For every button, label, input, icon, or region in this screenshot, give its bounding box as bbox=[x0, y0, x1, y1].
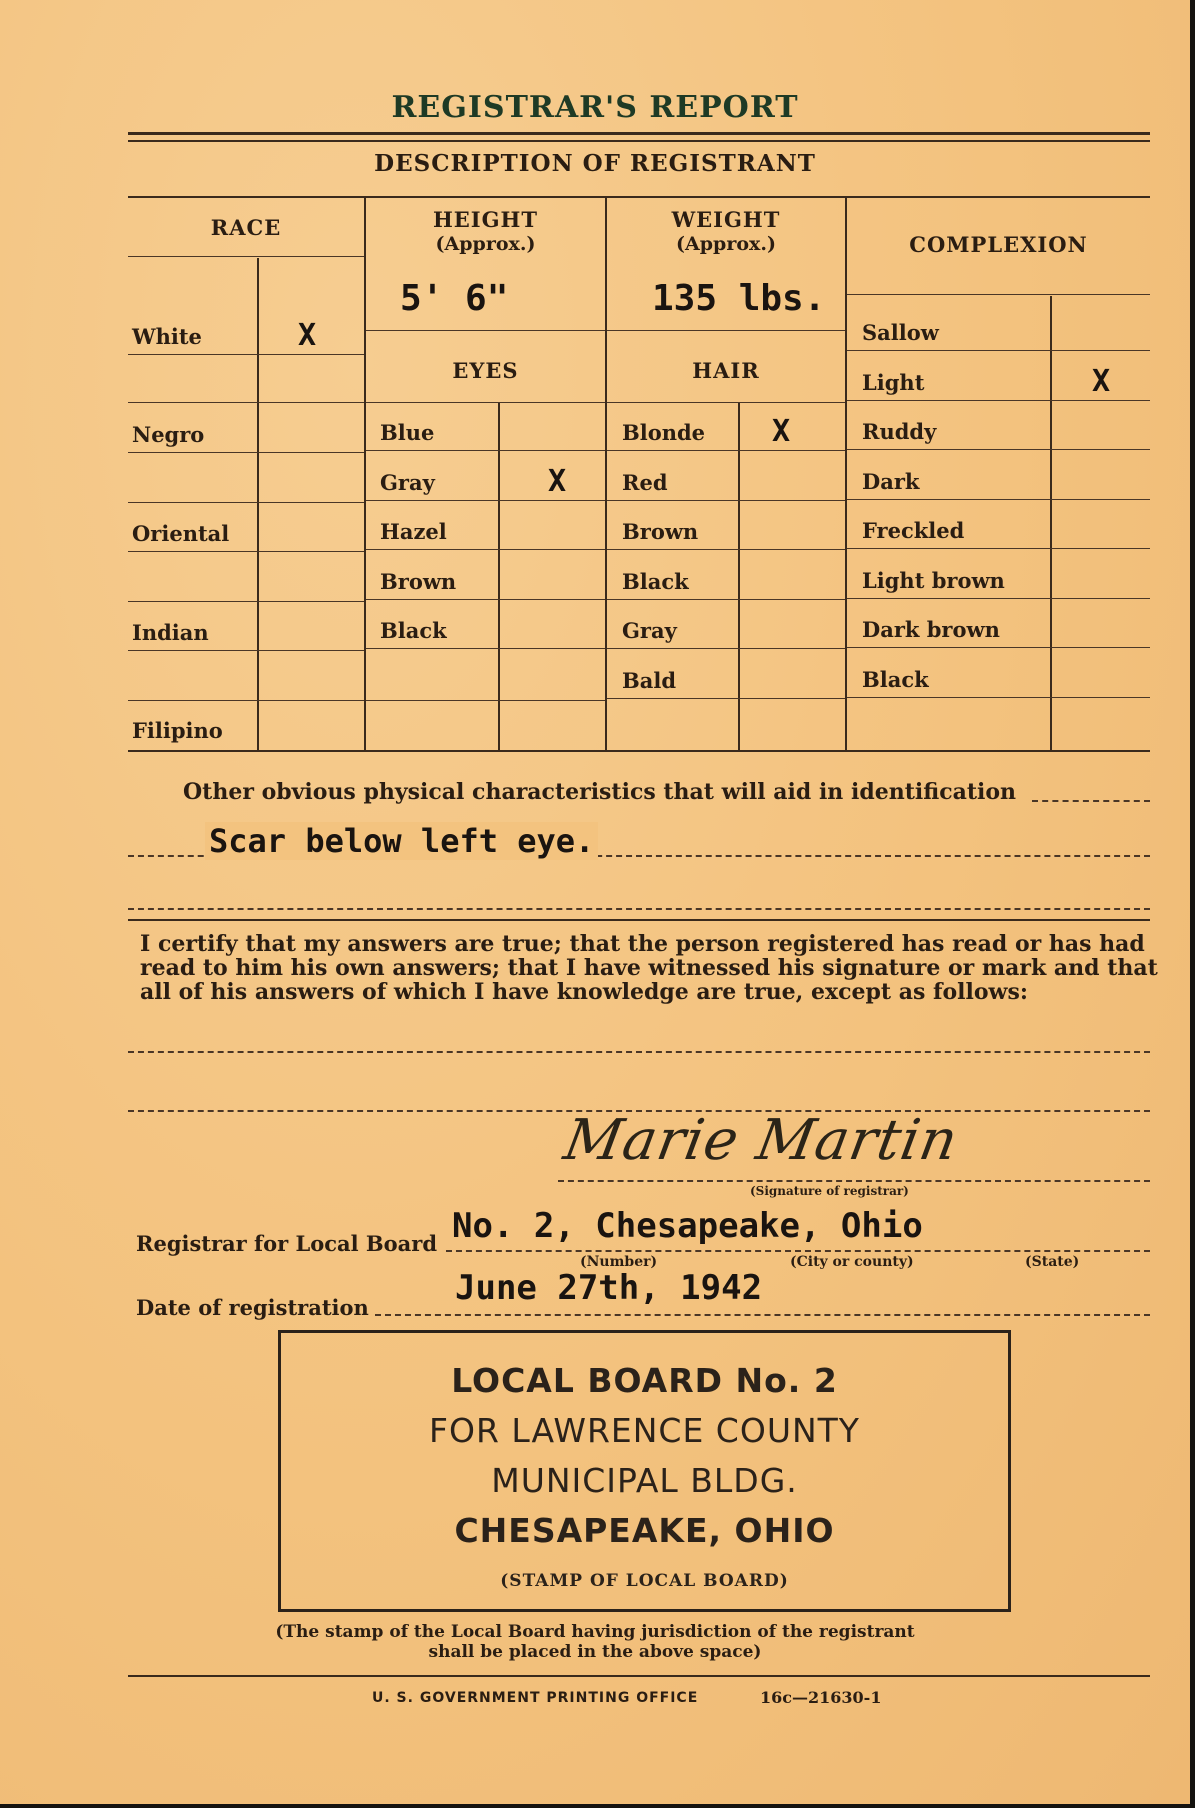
local-board-stamp bbox=[278, 1330, 1011, 1612]
race-check-mark: X bbox=[298, 318, 317, 353]
local-board-value: No. 2, Chesapeake, Ohio bbox=[452, 1206, 923, 1246]
eyes-row-rule bbox=[366, 549, 605, 550]
complexion-option-light-brown: Light brown bbox=[862, 567, 1005, 593]
hair-option-gray: Gray bbox=[622, 618, 677, 643]
hair-header: HAIR bbox=[692, 358, 760, 383]
hair-option-bald: Bald bbox=[622, 667, 677, 693]
date-dash bbox=[375, 1314, 1150, 1316]
race-row-rule bbox=[128, 601, 364, 602]
stamp-note bbox=[0, 1622, 1190, 1662]
eyes-option-gray: Gray bbox=[380, 469, 435, 495]
complexion-row-rule bbox=[847, 697, 1150, 698]
race-row-rule bbox=[128, 354, 364, 355]
exceptions-dash-1 bbox=[128, 1051, 1150, 1053]
weight-value-rule bbox=[607, 330, 845, 331]
eyes-header: EYES bbox=[452, 358, 519, 383]
eyes-option-blue: Blue bbox=[380, 420, 435, 445]
race-row-rule bbox=[128, 402, 364, 403]
complexion-check-mark: X bbox=[1092, 363, 1111, 399]
race-row-rule bbox=[128, 551, 364, 552]
certification-line-2: read to him his own answers; that I have witnessed his signature or mark and that bbox=[140, 955, 1158, 981]
hair-check-mark: X bbox=[772, 414, 791, 449]
race-header: RACE bbox=[210, 215, 282, 240]
race-option-indian: Indian bbox=[132, 620, 209, 645]
date-value: June 27th, 1942 bbox=[455, 1268, 763, 1308]
section-subtitle: DESCRIPTION OF REGISTRANT bbox=[374, 150, 816, 177]
race-header-rule bbox=[128, 256, 364, 257]
complexion-option-dark-brown: Dark brown bbox=[862, 617, 1000, 642]
stamp-line-1: LOCAL BOARD No. 2 bbox=[451, 1361, 838, 1400]
local-board-dash bbox=[446, 1250, 1150, 1252]
stamp-line-2: FOR LAWRENCE COUNTY bbox=[429, 1411, 860, 1450]
local-board-caption-state: (State) bbox=[1025, 1254, 1080, 1270]
form-number: 16c—21630-1 bbox=[760, 1688, 882, 1707]
race-option-negro: Negro bbox=[132, 422, 205, 447]
certification-line-1: I certify that my answers are true; that the person registered has read or has had bbox=[140, 931, 1145, 957]
stamp-line-3: MUNICIPAL BLDG. bbox=[491, 1461, 798, 1500]
title-rule bbox=[128, 132, 1150, 135]
complexion-header-rule bbox=[847, 294, 1150, 295]
complexion-row-rule bbox=[847, 449, 1150, 450]
complexion-row-rule bbox=[847, 598, 1150, 599]
complexion-option-dark: Dark bbox=[862, 468, 920, 494]
eyes-row-rule bbox=[366, 648, 605, 649]
height-value-rule bbox=[366, 330, 605, 331]
title-rule-2 bbox=[128, 140, 1150, 142]
date-label: Date of registration bbox=[136, 1295, 369, 1320]
weight-header-line2: (Approx.) bbox=[676, 233, 776, 255]
hair-option-red: Red bbox=[622, 469, 668, 495]
complexion-row-rule bbox=[847, 400, 1150, 401]
complexion-row-rule bbox=[847, 548, 1150, 549]
local-board-caption-city: (City or county) bbox=[790, 1254, 914, 1270]
registrar-signature: Marie Martin bbox=[559, 1108, 964, 1173]
eyes-check-mark: X bbox=[548, 463, 567, 499]
printer-imprint: U. S. GOVERNMENT PRINTING OFFICE bbox=[372, 1690, 699, 1706]
hair-option-blonde: Blonde bbox=[622, 420, 706, 445]
eyes-header-rule bbox=[366, 402, 605, 403]
race-option-filipino: Filipino bbox=[132, 718, 223, 743]
race-row-rule bbox=[128, 650, 364, 651]
hair-row-rule bbox=[607, 549, 845, 550]
eyes-row-rule bbox=[366, 700, 605, 701]
race-option-white: White bbox=[132, 324, 202, 349]
hair-option-brown: Brown bbox=[622, 519, 699, 544]
section-rule bbox=[128, 919, 1150, 921]
weight-header bbox=[607, 207, 845, 257]
local-board-caption-number: (Number) bbox=[580, 1254, 658, 1270]
eyes-row-rule bbox=[366, 450, 605, 451]
hair-row-rule bbox=[607, 500, 845, 501]
eyes-option-brown: Brown bbox=[380, 568, 457, 594]
race-row-rule bbox=[128, 452, 364, 453]
complexion-option-sallow: Sallow bbox=[862, 320, 939, 345]
stamp-caption: (STAMP OF LOCAL BOARD) bbox=[500, 1571, 789, 1591]
subtitle-rule bbox=[128, 196, 1150, 198]
other-characteristics-value: Scar below left eye. bbox=[205, 822, 598, 860]
signature-dash bbox=[558, 1180, 1150, 1182]
race-option-oriental: Oriental bbox=[132, 521, 230, 546]
weight-header-line1: WEIGHT bbox=[671, 207, 781, 232]
height-header-line1: HEIGHT bbox=[432, 207, 539, 232]
stamp-note-line-1: (The stamp of the Local Board having jurisdiction of the registrant bbox=[275, 1622, 915, 1642]
complexion-row-rule bbox=[847, 499, 1150, 500]
signature-caption: (Signature of registrar) bbox=[750, 1184, 909, 1198]
complexion-row-rule bbox=[847, 647, 1150, 648]
hair-option-black: Black bbox=[622, 568, 689, 594]
eyes-option-hazel: Hazel bbox=[380, 519, 447, 544]
height-header-line2: (Approx.) bbox=[435, 233, 536, 255]
race-row-rule bbox=[128, 502, 364, 503]
eyes-row-rule bbox=[366, 599, 605, 600]
report-title: REGISTRAR'S REPORT bbox=[391, 90, 799, 125]
complexion-row-rule bbox=[847, 350, 1150, 351]
complexion-option-ruddy: Ruddy bbox=[862, 419, 937, 444]
stamp-line-4: CHESAPEAKE, OHIO bbox=[454, 1511, 835, 1550]
eyes-mark-vline bbox=[498, 402, 500, 750]
certification-text bbox=[140, 932, 1158, 1004]
hair-header-rule bbox=[607, 402, 845, 403]
grid-vline-3 bbox=[845, 198, 847, 750]
race-mark-vline bbox=[257, 258, 259, 750]
height-header bbox=[366, 207, 605, 257]
race-row-rule bbox=[128, 700, 364, 701]
complexion-mark-vline bbox=[1050, 296, 1052, 750]
stamp-note-line-2: shall be placed in the above space) bbox=[428, 1642, 762, 1662]
complexion-option-freckled: Freckled bbox=[862, 518, 965, 543]
grid-vline-2 bbox=[605, 198, 607, 750]
other-characteristics-label: Other obvious physical characteristics that will aid in identification bbox=[183, 779, 1017, 805]
certification-line-3: all of his answers of which I have knowledge are true, except as follows: bbox=[140, 979, 1028, 1005]
hair-row-rule bbox=[607, 648, 845, 649]
eyes-row-rule bbox=[366, 500, 605, 501]
height-value: 5' 6" bbox=[400, 278, 509, 319]
complexion-option-black: Black bbox=[862, 666, 929, 692]
other-label-dash bbox=[1032, 800, 1150, 802]
grid-vline-1 bbox=[364, 198, 366, 750]
complexion-header: COMPLEXION bbox=[909, 232, 1088, 257]
weight-value: 135 lbs. bbox=[652, 278, 826, 319]
hair-row-rule bbox=[607, 450, 845, 451]
eyes-option-black: Black bbox=[380, 618, 447, 643]
hair-row-rule bbox=[607, 698, 845, 699]
hair-row-rule bbox=[607, 599, 845, 600]
footer-rule bbox=[128, 1675, 1150, 1677]
local-board-label: Registrar for Local Board bbox=[136, 1231, 438, 1256]
table-bottom-rule bbox=[128, 750, 1150, 752]
complexion-option-light: Light bbox=[862, 369, 925, 395]
blank-dash-1 bbox=[128, 908, 1150, 910]
